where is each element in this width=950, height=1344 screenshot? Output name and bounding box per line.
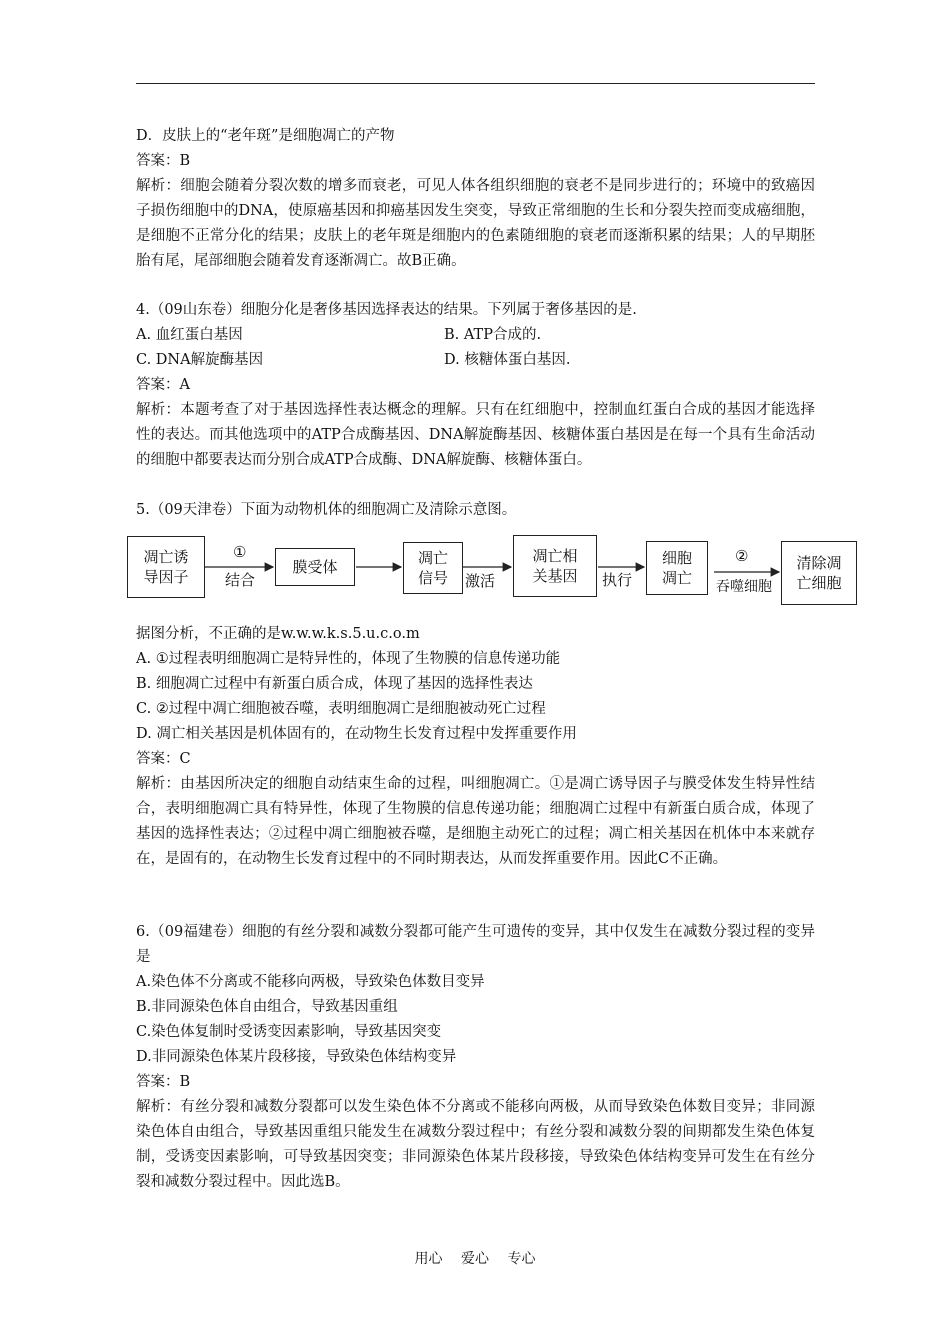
q5-prompt: 据图分析，不正确的是w.w.w.k.s.5.u.c.o.m — [136, 626, 420, 642]
box-apoptosis-genes: 凋亡相 关基因 — [513, 535, 597, 597]
box-cell-apoptosis: 细胞 凋亡 — [646, 541, 708, 595]
q6-option-c: C.染色体复制时受诱变因素影响，导致基因突变 — [136, 1024, 442, 1040]
q3-analysis: 解析：细胞会随着分裂次数的增多而衰老，可见人体各组织细胞的衰老不是同步进行的；环境中的致癌因子损伤细胞中的DNA，使原癌基因和抑癌基因发生突变，导致正常细胞的生长和分裂失控而变成癌细胞，是细胞不正常分化的结果；皮肤上的老年斑是细胞内的色素随细胞的衰老而逐渐积累的结果；人的早期胚胎有尾，尾部细胞会随着发育逐渐凋亡。故B正确。 — [136, 178, 815, 269]
step2-marker: ② — [735, 547, 749, 565]
q4-option-b: B. ATP合成的. — [444, 327, 542, 343]
q5-stem: 5.（09天津卷）下面为动物机体的细胞凋亡及清除示意图。 — [136, 502, 517, 518]
q4-option-d: D. 核糖体蛋白基因. — [444, 352, 571, 368]
box-apoptosis-signal: 凋亡 信号 — [403, 542, 463, 594]
q6-option-b: B.非同源染色体自由组合，导致基因重组 — [136, 999, 398, 1015]
q6-analysis: 解析：有丝分裂和减数分裂都可以发生染色体不分离或不能移向两极，从而导致染色体数目变异；非同源染色体自由组合，导致基因重组只能发生在减数分裂过程中；有丝分裂和减数分裂的间期都发生染色体复制，受诱变因素影响，可导致基因突变；非同源染色体某片段移接，导致染色体结构变异可发生在有丝分裂和减数分裂过程中。因此选B。 — [136, 1099, 815, 1190]
step1-label: 结合 — [225, 571, 256, 589]
q5-option-c: C. ②过程中凋亡细胞被吞噬，表明细胞凋亡是细胞被动死亡过程 — [136, 701, 546, 717]
q5-option-d: D. 凋亡相关基因是机体固有的，在动物生长发育过程中发挥重要作用 — [136, 726, 577, 742]
q5-option-a: A. ①过程表明细胞凋亡是特异性的，体现了生物膜的信息传递功能 — [136, 651, 561, 667]
execute-label: 执行 — [602, 571, 633, 589]
box-membrane-receptor: 膜受体 — [275, 548, 355, 586]
activate-label: 激活 — [465, 572, 496, 590]
q5-analysis: 解析：由基因所决定的细胞自动结束生命的过程，叫细胞凋亡。①是凋亡诱导因子与膜受体发生特异性结合，表明细胞凋亡具有特异性，体现了生物膜的信息传递功能；细胞凋亡过程中有新蛋白质合成，体现了基因的选择性表达；②过程中凋亡细胞被吞噬，是细胞主动死亡的过程；凋亡相关基因在机体中本来就存在，是固有的，在动物生长发育过程中的不同时期表达，从而发挥重要作用。因此C不正确。 — [136, 776, 815, 867]
q6-option-a: A.染色体不分离或不能移向两极，导致染色体数目变异 — [136, 974, 485, 990]
q6-answer: 答案：B — [136, 1074, 191, 1090]
page-footer: 用心 爱心 专心 — [414, 1251, 536, 1267]
q5-option-b: B. 细胞凋亡过程中有新蛋白质合成，体现了基因的选择性表达 — [136, 676, 533, 692]
q4-option-a: A. 血红蛋白基因 — [136, 327, 243, 343]
q4-stem: 4.（09山东卷）细胞分化是奢侈基因选择表达的结果。下列属于奢侈基因的是. — [136, 302, 637, 318]
q3-answer: 答案：B — [136, 153, 191, 169]
q5-answer: 答案：C — [136, 751, 191, 767]
step1-marker: ① — [233, 543, 247, 561]
q4-option-c: C. DNA解旋酶基因 — [136, 352, 264, 368]
q6-option-d: D.非同源染色体某片段移接，导致染色体结构变异 — [136, 1049, 457, 1065]
diagram-arrows — [0, 0, 950, 620]
box-clear-apoptotic-cells: 清除凋 亡细胞 — [781, 541, 857, 605]
step2-label: 吞噬细胞 — [716, 579, 772, 595]
q3-option-d: D．皮肤上的“老年斑”是细胞凋亡的产物 — [136, 128, 395, 144]
q6-stem: 6.（09福建卷）细胞的有丝分裂和减数分裂都可能产生可遗传的变异，其中仅发生在减数分裂过程的变异是 — [136, 924, 815, 965]
q4-analysis: 解析：本题考查了对于基因选择性表达概念的理解。只有在红细胞中，控制血红蛋白合成的基因才能选择性的表达。而其他选项中的ATP合成酶基因、DNA解旋酶基因、核糖体蛋白基因是在每一个具有生命活动的细胞中都要表达而分别合成ATP合成酶、DNA解旋酶、核糖体蛋白。 — [136, 402, 815, 468]
q4-answer: 答案：A — [136, 377, 190, 393]
box-induction-factor: 凋亡诱 导因子 — [127, 536, 205, 598]
